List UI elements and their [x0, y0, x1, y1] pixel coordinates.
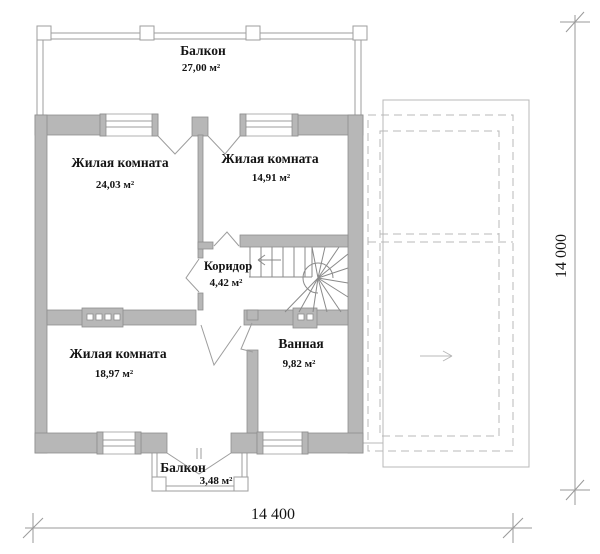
room-name: Коридор	[203, 259, 253, 273]
room-label-living-room-3-area	[95, 365, 133, 381]
room-label-corridor-name	[204, 258, 252, 274]
room-label-corridor-area	[210, 274, 243, 290]
room-label-living-room-2-area	[252, 169, 290, 185]
room-area: 4,42 м²	[209, 277, 243, 289]
room-area: 9,82 м²	[282, 358, 316, 370]
room-label-living-room-2-name	[221, 151, 318, 167]
room-name: Ванная	[278, 336, 324, 351]
room-name: Балкон	[160, 460, 206, 475]
room-label-bathroom-name	[278, 336, 323, 352]
room-area: 3,48 м²	[199, 475, 233, 487]
room-label-balcony-top-area	[182, 59, 220, 75]
garage-roof-outline	[363, 100, 529, 467]
room-name: Балкон	[180, 43, 226, 58]
room-area: 18,97 м²	[94, 368, 134, 380]
room-name: Жилая комната	[71, 155, 169, 170]
room-name: Жилая комната	[221, 151, 319, 166]
staircase	[249, 247, 348, 312]
room-area: 27,00 м²	[181, 62, 221, 74]
dimension-width-label: 14 400	[251, 506, 295, 523]
door-swings	[158, 136, 253, 474]
roof-slope-arrow-icon	[420, 351, 452, 361]
room-label-bathroom-area	[283, 355, 316, 371]
room-area: 14,91 м²	[251, 172, 291, 184]
interior-walls	[47, 135, 348, 433]
room-label-balcony-top-name	[180, 43, 226, 59]
room-label-living-room-3-name	[69, 346, 166, 362]
dimension-height-label: 14 000	[553, 234, 570, 278]
room-label-living-room-1-name	[71, 155, 168, 171]
room-area: 24,03 м²	[95, 179, 135, 191]
room-name: Жилая комната	[69, 346, 167, 361]
room-label-balcony-bottom-area	[200, 472, 233, 488]
room-label-living-room-1-area	[96, 176, 134, 192]
